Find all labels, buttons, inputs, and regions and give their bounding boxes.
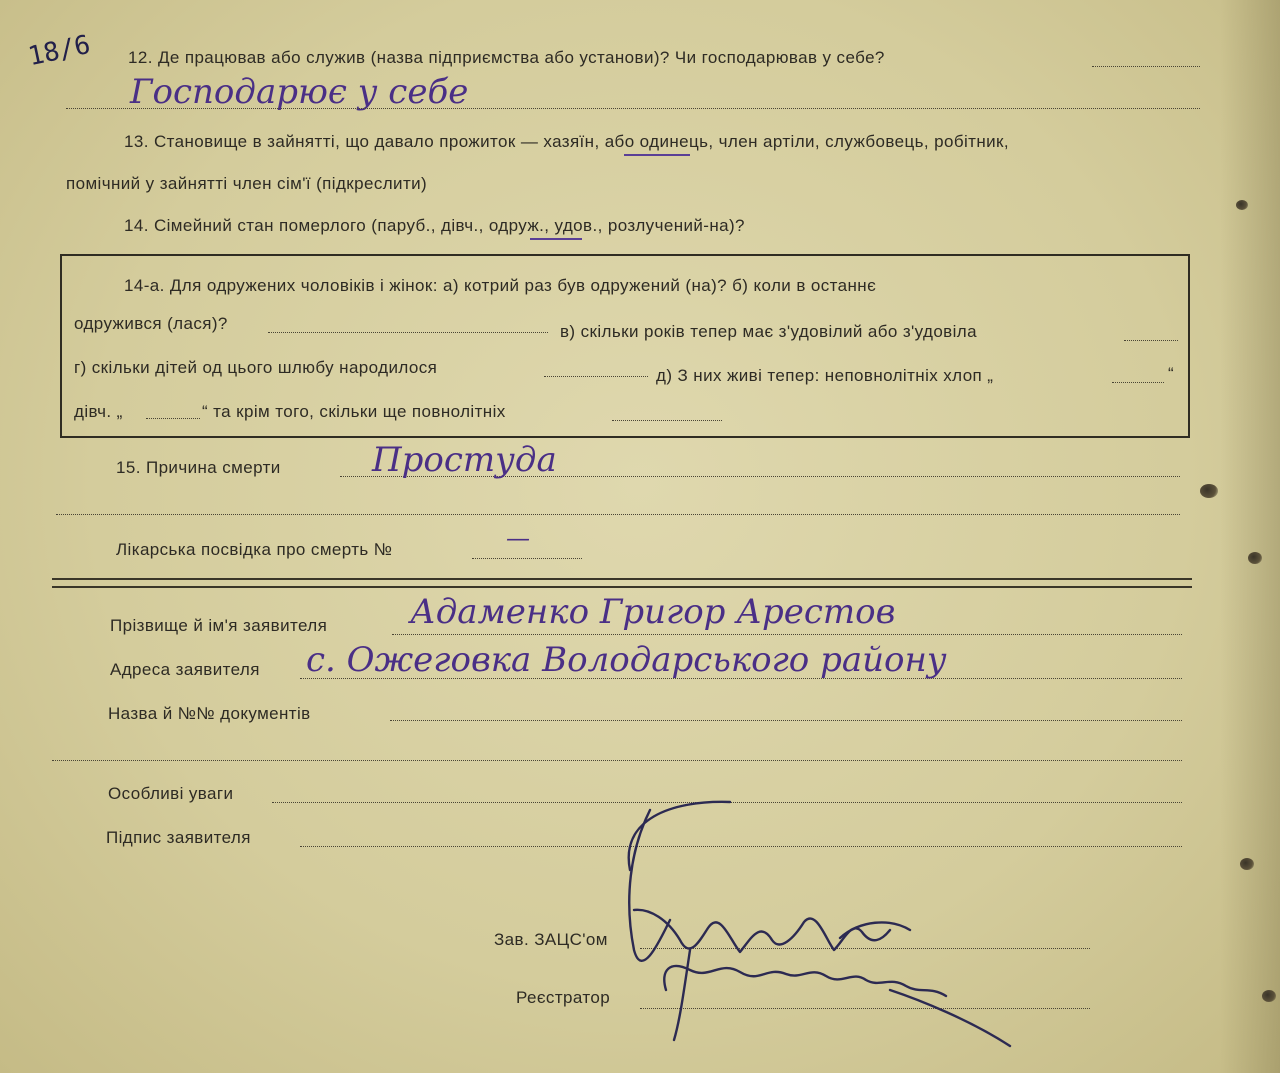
section-divider [52, 578, 1192, 580]
applicant-address-value: с. Ожеговка Володарського району [306, 640, 947, 680]
corner-note: 18/6 [25, 29, 94, 73]
dotted-line [1124, 340, 1178, 341]
dotted-line [66, 108, 1200, 109]
dotted-line [472, 558, 582, 559]
dotted-line [52, 760, 1182, 761]
binding-hole [1240, 858, 1254, 870]
head-label: Зав. ЗАЦС'ом [494, 930, 608, 949]
q14-label: 14. Сімейний стан померлого (паруб., дівч., одруж., удов., розлучений-на)? [124, 216, 745, 235]
q14a-line3c: “ [1168, 364, 1175, 383]
registrar-label: Реєстратор [516, 988, 611, 1007]
q12-answer: Господарює у себе [130, 72, 469, 112]
official-signatures [590, 790, 1030, 1060]
dotted-line [390, 720, 1182, 721]
q13-label: 13. Становище в зайнятті, що давало прожиток — хазяїн, або одинець, член артіли, службовець, робітник, [124, 132, 1010, 151]
q14a-line1: 14-а. Для одружених чоловіків і жінок: а) котрий раз був одружений (на)? б) коли в останнє [124, 276, 877, 295]
signature-label: Підпис заявителя [106, 828, 251, 847]
medical-label: Лікарська посвідка про смерть № [116, 540, 393, 559]
q14a-line3b: д) З них живі тепер: неповнолітніх хлоп „ [656, 366, 994, 385]
dotted-line [268, 332, 548, 333]
medical-answer: — [506, 524, 530, 552]
q13-underline-mark [624, 154, 690, 156]
applicant-address-label: Адреса заявителя [110, 660, 260, 679]
dotted-line [392, 634, 1182, 635]
page-edge-shadow [1220, 0, 1280, 1073]
applicant-name-label: Прізвище й ім'я заявителя [110, 616, 328, 635]
q14a-line2b: в) скільки років тепер має з'удовілий або з'удовіла [560, 322, 977, 341]
binding-hole [1236, 200, 1248, 210]
q14a-line4b: “ та крім того, скільки ще повнолітніх [202, 402, 506, 421]
documents-label: Назва й №№ документів [108, 704, 311, 723]
dotted-line [612, 420, 722, 421]
dotted-line [1092, 66, 1200, 67]
q15-answer: Простуда [372, 440, 557, 480]
dotted-line [544, 376, 648, 377]
q13-label-cont: помічний у зайнятті член сім'ї (підкреслити) [66, 174, 428, 193]
dotted-line [1112, 382, 1164, 383]
section-divider [52, 586, 1192, 588]
q12-label: 12. Де працював або служив (назва підприємства або установи)? Чи господарював у себе? [128, 48, 885, 67]
q15-label: 15. Причина смерти [116, 458, 281, 477]
applicant-name-value: Адаменко Григор Арестов [410, 592, 896, 632]
dotted-line [146, 418, 200, 419]
binding-hole [1262, 990, 1276, 1002]
q14a-line3a: г) скільки дітей од цього шлюбу народилося [74, 358, 438, 377]
notes-label: Особливі уваги [108, 784, 234, 803]
binding-hole [1200, 484, 1218, 498]
q14-underline-mark [530, 238, 582, 240]
dotted-line [56, 514, 1180, 515]
q14a-line4a: дівч. „ [74, 402, 123, 421]
binding-hole [1248, 552, 1262, 564]
q14a-line2a: одружився (лася)? [74, 314, 228, 333]
